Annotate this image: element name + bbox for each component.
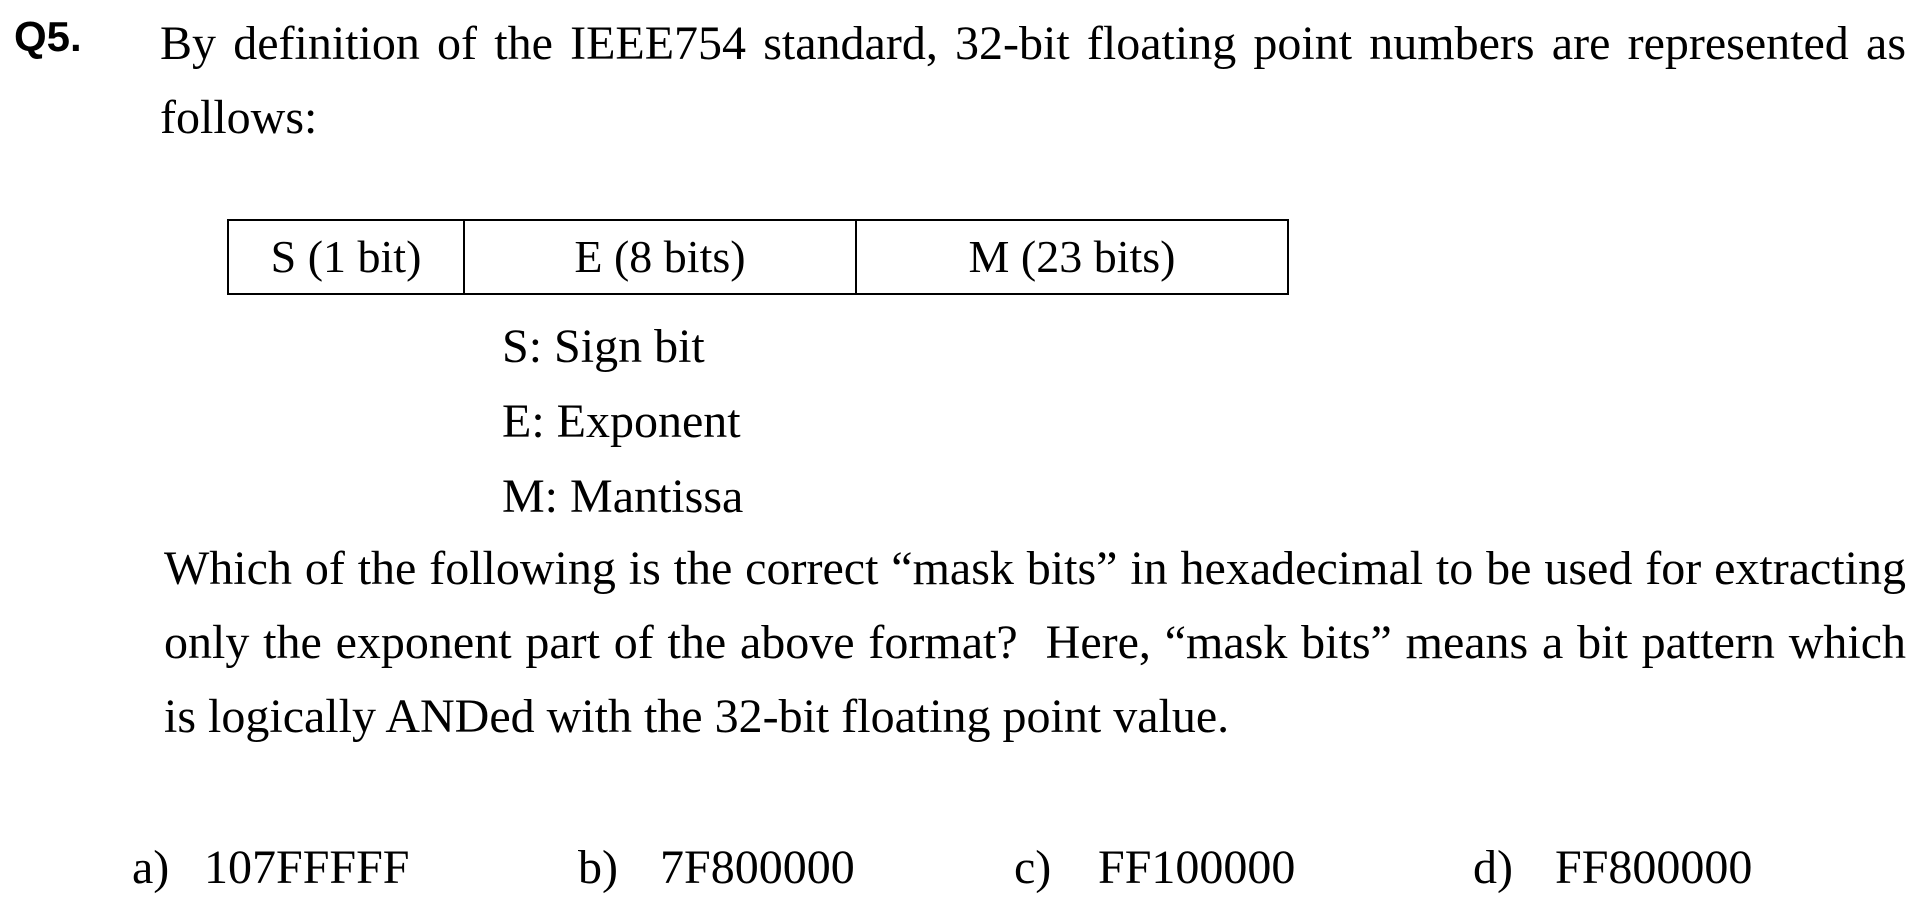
option-c[interactable] [1014,833,1295,903]
option-c-letter: c) [1014,841,1052,894]
option-c-value: FF100000 [1098,841,1296,894]
format-row [228,220,1288,294]
option-b[interactable] [578,833,855,903]
mantissa-field-cell: M (23 bits) [856,220,1288,294]
option-b-letter: b) [578,841,618,894]
question-prompt-part1: Which of the following is the correct “mask bits” in hexadecimal to be used for extracting only the exponent part of the above format? [164,542,1906,669]
option-d[interactable] [1473,833,1752,903]
legend-exponent: E: Exponent [502,395,741,448]
option-b-value: 7F800000 [660,841,855,894]
option-a[interactable] [132,833,409,903]
question-prompt-part2: Here, “mask bits” means a bit pattern which is logically ANDed with the 32-bit floating point value. [164,616,1906,743]
option-a-letter: a) [132,841,170,894]
question-number: Q5. [14,13,82,60]
field-legend [502,309,743,534]
exponent-field-cell: E (8 bits) [464,220,856,294]
option-d-letter: d) [1473,841,1513,894]
question-intro: By definition of the IEEE754 standard, 32-bit floating point numbers are represented as follows: [160,17,1906,144]
option-d-value: FF800000 [1555,841,1753,894]
sign-field-cell: S (1 bit) [228,220,464,294]
legend-mantissa: M: Mantissa [502,470,744,523]
option-a-value: 107FFFFF [204,841,410,894]
answer-options [0,833,1921,903]
legend-sign: S: Sign bit [502,320,705,373]
ieee754-format-table [227,219,1289,295]
question-prompt [164,532,1906,754]
